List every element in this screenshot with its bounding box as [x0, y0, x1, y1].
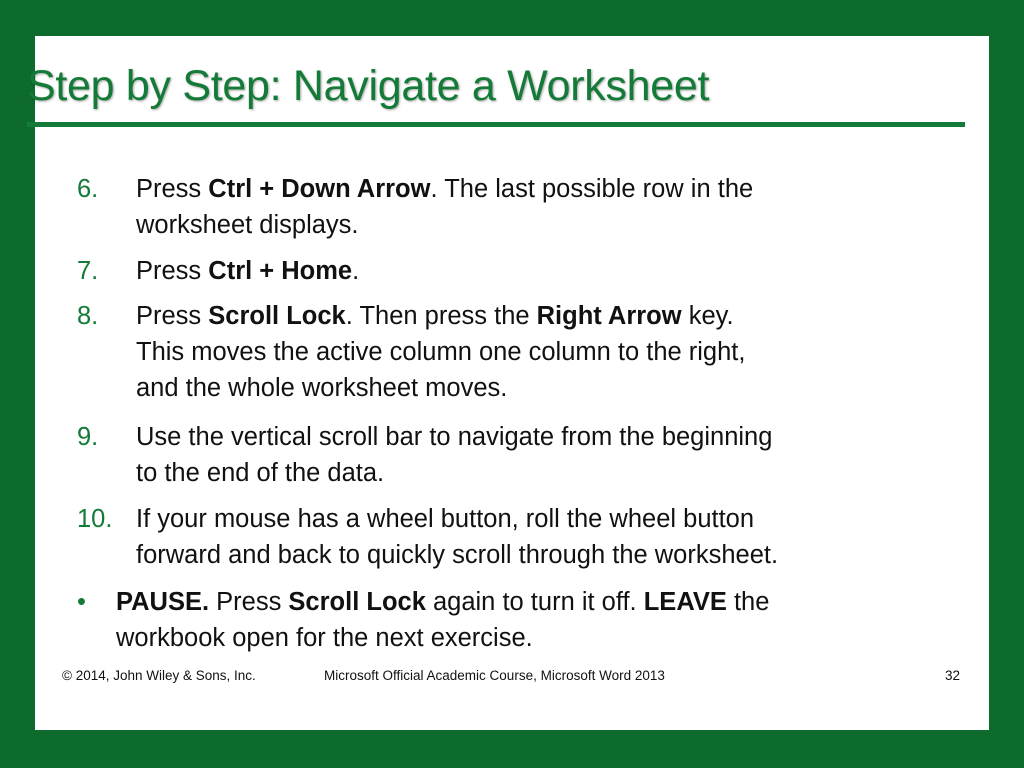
text-run: If your mouse has a wheel button, roll the wheel button — [136, 505, 755, 533]
text-run: and the whole worksheet moves. — [136, 374, 508, 402]
text-run: Press — [209, 588, 289, 616]
step-text — [136, 171, 936, 243]
bold-text: Ctrl + Home — [208, 257, 353, 285]
text-run: key. — [681, 302, 734, 330]
bold-text: PAUSE. — [116, 588, 210, 616]
text-run: to the end of the data. — [136, 459, 385, 487]
text-run: Press — [136, 175, 209, 203]
pause-text — [116, 584, 926, 656]
step-number: 6. — [77, 175, 99, 203]
text-run: again to turn it off. — [425, 588, 644, 616]
step-text — [136, 419, 936, 491]
footer-copyright: © 2014, John Wiley & Sons, Inc. — [62, 668, 256, 683]
text-run: Press — [136, 257, 209, 285]
page-number: 32 — [945, 668, 961, 683]
text-run: worksheet displays. — [136, 211, 359, 239]
footer-course: Microsoft Official Academic Course, Microsoft Word 2013 — [324, 668, 665, 683]
text-run: the — [726, 588, 770, 616]
bold-text: Ctrl + Down Arrow — [208, 175, 431, 203]
text-run: Use the vertical scroll bar to navigate from the beginning — [136, 423, 773, 451]
slide-title: Step by Step: Navigate a Worksheet — [27, 62, 710, 110]
step-number: 8. — [77, 302, 99, 330]
text-run: This moves the active column one column to the right, — [136, 338, 746, 366]
step-text — [136, 298, 936, 406]
bold-text: LEAVE — [643, 588, 727, 616]
text-run: workbook open for the next exercise. — [116, 624, 533, 652]
bold-text: Scroll Lock — [288, 588, 426, 616]
text-run: . — [352, 257, 360, 285]
text-run: . Then press the — [345, 302, 537, 330]
bullet-icon: • — [77, 588, 86, 616]
step-text — [136, 253, 936, 289]
step-number: 7. — [77, 257, 99, 285]
title-underline — [27, 122, 965, 127]
bold-text: Scroll Lock — [208, 302, 346, 330]
step-text — [136, 501, 936, 573]
step-number: 10. — [77, 505, 113, 533]
step-number: 9. — [77, 423, 99, 451]
bold-text: Right Arrow — [536, 302, 682, 330]
text-run: . The last possible row in the — [430, 175, 754, 203]
text-run: Press — [136, 302, 209, 330]
text-run: forward and back to quickly scroll through the worksheet. — [136, 541, 779, 569]
